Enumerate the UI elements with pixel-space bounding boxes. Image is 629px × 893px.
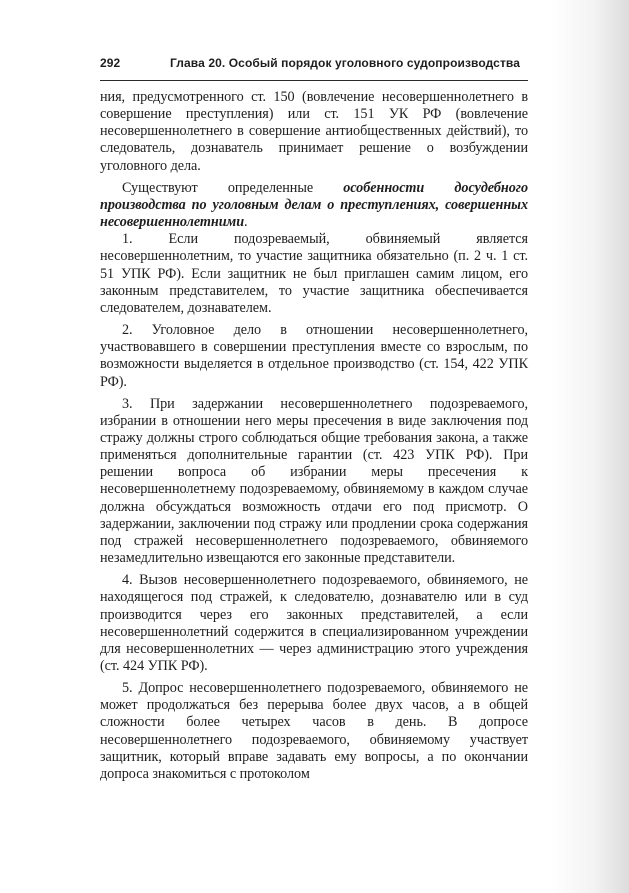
paragraph-continuation: ния, предусмотренного ст. 150 (вовлечение несовершеннолетнего в совершение преступления) или ст. 151 УК РФ (вовлечение несовершеннолетнего в совершение антиобщественных действий), то следователь, дознаватель принимает решение о возбуждении уголовного дела.	[100, 89, 528, 174]
page-number: 292	[100, 56, 121, 70]
features-intro-emphasis: особенности досудебного производства по уголовным делам о преступлениях, совершенных несовершеннолетними	[100, 179, 528, 231]
paragraph-item-5: 5. Допрос несовершеннолетнего подозреваемого, обвиняемого не может продолжаться без перерыва более двух часов, а в общей сложности более четырех часов в день. В допросе несовершеннолетнего подозреваемого, обвиняемому участвует защитник, который вправе задавать ему вопросы, а по окончании допроса знакомиться с протоколом	[100, 680, 528, 782]
body-text	[100, 89, 528, 783]
chapter-title: Глава 20. Особый порядок уголовного судопроизводства	[170, 56, 521, 70]
paragraph-item-2: 2. Уголовное дело в отношении несовершеннолетнего, участвовавшего в совершении преступления вместе со взрослым, по возможности выделяется в отдельное производство (ст. 154, 422 УПК РФ).	[100, 322, 528, 390]
paragraph-item-3: 3. При задержании несовершеннолетнего подозреваемого, избрании в отношении него меры пресечения в виде заключения под стражу должны строго соблюдаться общие требования закона, а также применяться дополнительные гарантии (ст. 423 УПК РФ). При решении вопроса об избрании меры пресечения к несовершеннолетнему подозреваемому, обвиняемому в каждом случае должна обсуждаться возможность отдачи его под присмотр. О задержании, заключении под стражу или продлении срока содержания под стражей несовершеннолетнего подозреваемого, обвиняемого незамедлительно извещаются его законные представители.	[100, 395, 528, 567]
paragraph-item-1: 1. Если подозреваемый, обвиняемый является несовершеннолетним, то участие защитника обязательно (п. 2 ч. 1 ст. 51 УПК РФ). Если защитник не был приглашен самим лицом, его законным представителем, то участие защитника обеспечивается следователем, дознавателем.	[100, 231, 528, 316]
paragraph-features-intro	[100, 180, 528, 231]
features-intro-end: .	[244, 214, 248, 231]
book-page	[100, 56, 528, 783]
running-head	[100, 56, 528, 81]
paragraph-item-4: 4. Вызов несовершеннолетнего подозреваемого, обвиняемого, не находящегося под стражей, к следователю, дознавателю или в суд производится через его законных представителей, а если несовершеннолетний содержится в специализированном учреждении для несовершеннолетних — через администрацию этого учреждения (ст. 424 УПК РФ).	[100, 572, 528, 674]
features-intro-lead: Существуют определенные	[122, 179, 344, 196]
page-edge-shadow	[551, 0, 629, 893]
